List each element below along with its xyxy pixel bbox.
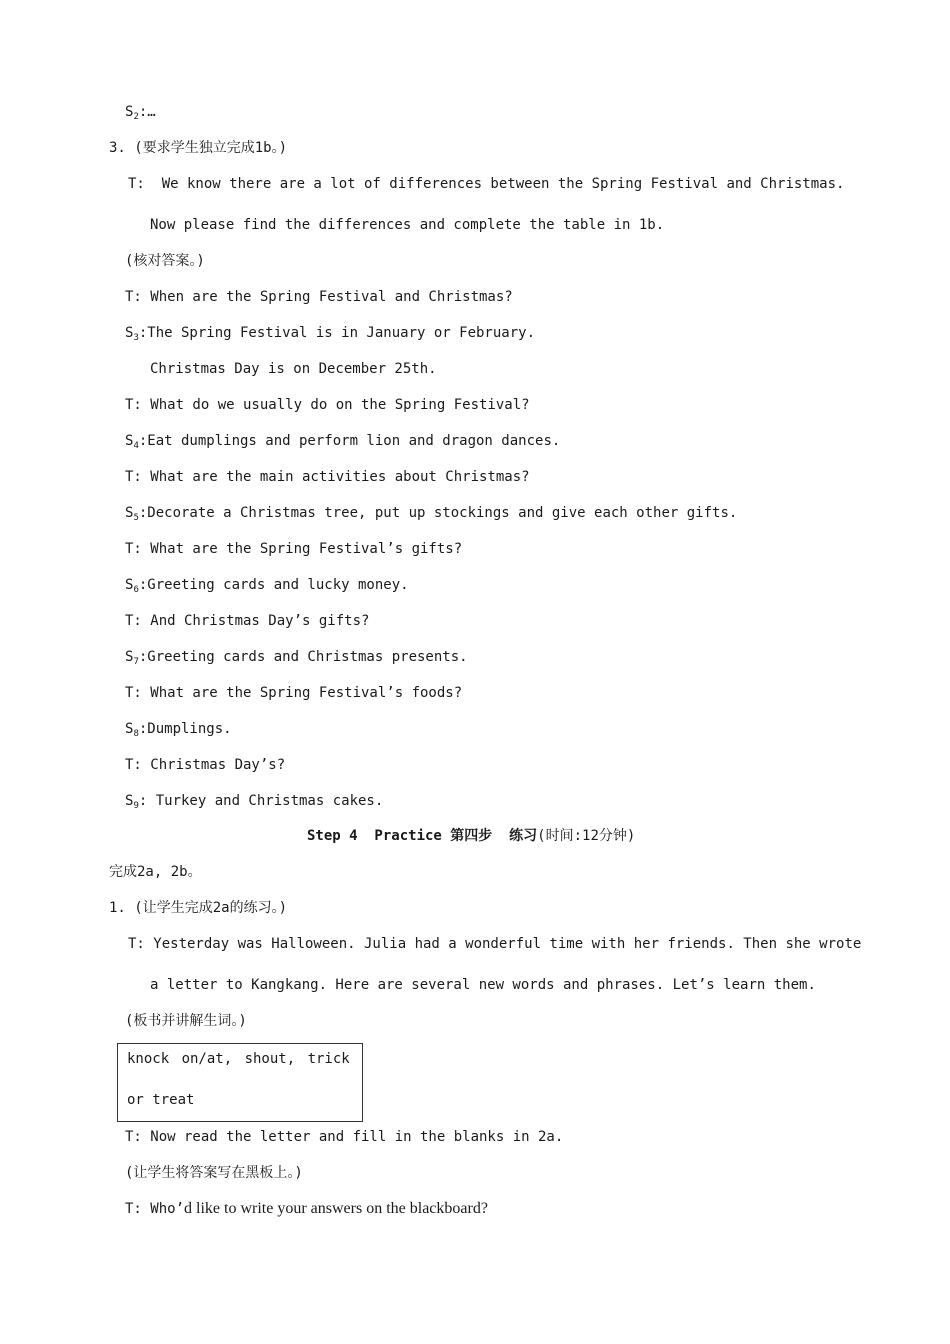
speaker-number: 2 [133, 112, 139, 122]
dialogue-text: :Eat dumplings and perform lion and dragon dances. [138, 433, 561, 449]
teacher-question-2: T: What do we usually do on the Spring Festival? [125, 397, 530, 413]
teacher-line-2a: T: Yesterday was Halloween. Julia had a wonderful time with her friends. Then she wrote [128, 936, 862, 952]
dialogue-text: :Decorate a Christmas tree, put up stockings and give each other gifts. [138, 505, 738, 521]
s6-line [125, 575, 409, 600]
teacher-question-7: T: Christmas Day’s? [125, 757, 286, 773]
speaker-number: 6 [133, 585, 139, 595]
s5-line [125, 503, 737, 528]
teacher-line-4-start: T: Who’ [125, 1201, 185, 1217]
speaker-number: 8 [133, 729, 139, 739]
s3-line [125, 323, 535, 348]
speaker: S [125, 104, 134, 120]
s3-continuation: Christmas Day is on December 25th. [150, 361, 437, 377]
speaker-number: 5 [133, 513, 139, 523]
step-4-title: Step 4 Practice 第四步 练习 [307, 828, 538, 844]
teacher-line-4 [125, 1199, 488, 1219]
teacher-question-3: T: What are the main activities about Christmas? [125, 469, 530, 485]
step-4-heading [307, 826, 635, 846]
dialogue-text: : Turkey and Christmas cakes. [138, 793, 384, 809]
vocabulary-box [117, 1043, 363, 1122]
dialogue-text: :Greeting cards and lucky money. [138, 577, 409, 593]
speaker-number: 4 [133, 441, 139, 451]
speaker: S [125, 325, 134, 341]
teacher-question-4: T: What are the Spring Festival’s gifts? [125, 541, 463, 557]
teacher-line-1b: Now please find the differences and complete the table in 1b. [150, 217, 665, 233]
complete-instruction: 完成2a, 2b。 [109, 864, 202, 880]
dialogue-text: :Greeting cards and Christmas presents. [138, 649, 468, 665]
speaker: S [125, 433, 134, 449]
dialogue-text: :Dumplings. [138, 721, 232, 737]
speaker: S [125, 793, 134, 809]
item-1-heading: 1. (让学生完成2a的练习。) [109, 900, 288, 916]
s9-line [125, 791, 383, 816]
item-3-heading: 3. (要求学生独立完成1b。) [109, 140, 288, 156]
dialogue-text: :The Spring Festival is in January or February. [138, 325, 536, 341]
note-check-answers: (核对答案。) [125, 253, 205, 269]
speaker: S [125, 505, 134, 521]
teacher-line-1a: T: We know there are a lot of differences between the Spring Festival and Christmas. [128, 176, 845, 192]
vocabulary-line-2: or treat [127, 1092, 195, 1108]
s8-line [125, 719, 232, 744]
teacher-question-6: T: What are the Spring Festival’s foods? [125, 685, 463, 701]
s2-line [125, 102, 156, 127]
s7-line [125, 647, 468, 672]
speaker-number: 9 [133, 801, 139, 811]
step-4-time: (时间:12分钟) [537, 828, 636, 844]
vocabulary-line-1: knock on/at, shout, trick [127, 1051, 350, 1067]
teacher-question-5: T: And Christmas Day’s gifts? [125, 613, 370, 629]
teacher-line-2b: a letter to Kangkang. Here are several new words and phrases. Let’s learn them. [150, 977, 816, 993]
note-vocabulary: (板书并讲解生词。) [125, 1013, 247, 1029]
speaker-number: 3 [133, 333, 139, 343]
note-blackboard: (让学生将答案写在黑板上。) [125, 1165, 303, 1181]
teacher-line-4-end: d like to write your answers on the blackboard? [184, 1200, 488, 1217]
teacher-line-3: T: Now read the letter and fill in the blanks in 2a. [125, 1129, 564, 1145]
speaker: S [125, 577, 134, 593]
speaker-number: 7 [133, 657, 139, 667]
teacher-question-1: T: When are the Spring Festival and Christmas? [125, 289, 513, 305]
dialogue-text: :… [138, 104, 156, 120]
speaker: S [125, 721, 134, 737]
s4-line [125, 431, 560, 456]
speaker: S [125, 649, 134, 665]
